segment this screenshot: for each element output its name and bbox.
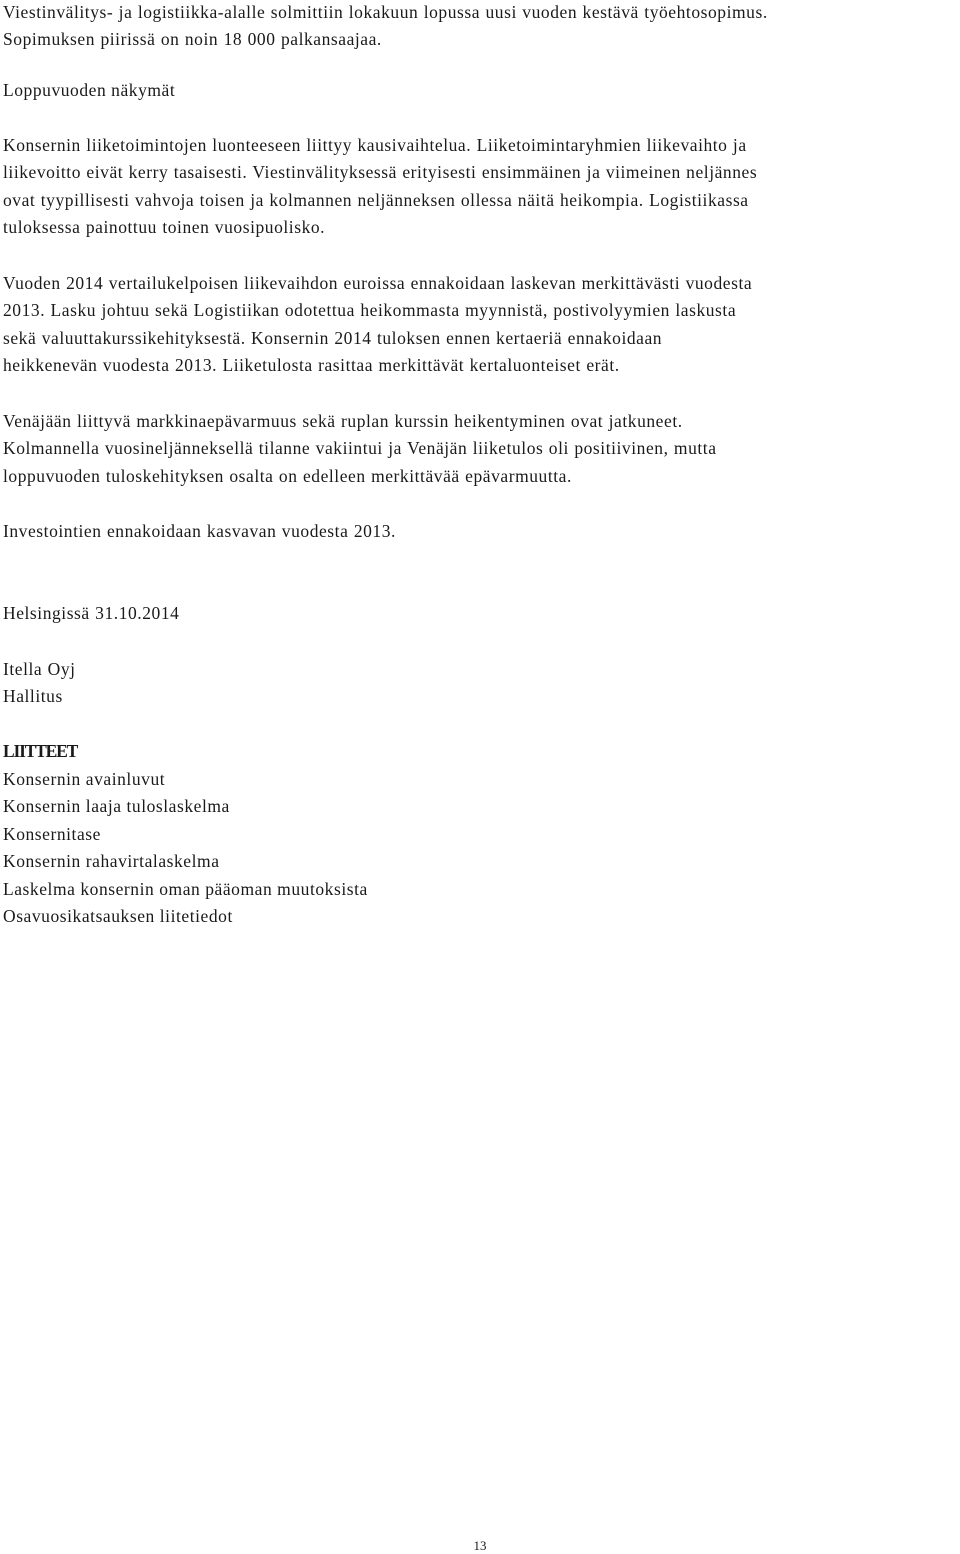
attachments-list (3, 766, 368, 930)
paragraph-line: Vuoden 2014 vertailukelpoisen liikevaihdon euroissa ennakoidaan laskevan merkittävästi vuodesta (3, 273, 753, 293)
attachments-heading: LIITTEET (3, 741, 78, 761)
outlook-paragraph-4 (3, 518, 396, 545)
list-item: Konsernin avainluvut (3, 769, 166, 789)
paragraph-line: Sopimuksen piirissä on noin 18 000 palkansaajaa. (3, 29, 382, 50)
board-name: Hallitus (3, 686, 63, 707)
list-item: Konsernin rahavirtalaskelma (3, 851, 220, 872)
outlook-paragraph-1 (3, 132, 757, 242)
paragraph-line: ovat tyypillisesti vahvoja toisen ja kolmannen neljänneksen ollessa näitä heikompia. Logistiikassa (3, 189, 749, 210)
paragraph-line: Konsernin liiketoimintojen luonteeseen liittyy kausivaihtelua. Liiketoimintaryhmien liikevaihto ja (3, 135, 747, 155)
paragraph-line: loppuvuoden tuloskehityksen osalta on edelleen merkittävää epävarmuutta. (3, 465, 572, 486)
list-item: Laskelma konsernin oman pääoman muutoksista (3, 878, 368, 899)
list-item: Konsernitase (3, 823, 101, 844)
outlook-paragraph-2 (3, 270, 752, 380)
outlook-heading: Loppuvuoden näkymät (3, 80, 176, 100)
paragraph-line: heikkenevän vuodesta 2013. Liiketulosta rasittaa merkittävät kertaluonteiset erät. (3, 355, 620, 376)
list-item: Konsernin laaja tuloslaskelma (3, 796, 230, 817)
intro-paragraph (3, 0, 768, 54)
signature-block (3, 656, 76, 711)
page-number: 13 (473, 1538, 487, 1553)
paragraph-line: Venäjään liittyvä markkinaepävarmuus sekä ruplan kurssin heikentyminen ovat jatkuneet. (3, 411, 683, 431)
paragraph-line: 2013. Lasku johtuu sekä Logistiikan odotettua heikommasta myynnistä, postivolyymien laskusta (3, 300, 737, 321)
company-name: Itella Oyj (3, 659, 76, 679)
paragraph-line: Kolmannella vuosineljänneksellä tilanne vakiintui ja Venäjän liiketulos oli positiivinen, mutta (3, 438, 717, 459)
outlook-paragraph-3 (3, 408, 717, 490)
paragraph-line: Investointien ennakoidaan kasvavan vuodesta 2013. (3, 521, 396, 541)
paragraph-line: liikevoitto eivät kerry tasaisesti. Viestinvälityksessä erityisesti ensimmäinen ja viimeinen neljännes (3, 162, 758, 183)
paragraph-line: tuloksessa painottuu toinen vuosipuolisko. (3, 217, 326, 238)
paragraph-line: Viestinvälitys- ja logistiikka-alalle solmittiin lokakuun lopussa uusi vuoden kestävä työehtosopimus. (3, 2, 768, 22)
paragraph-line: sekä valuuttakurssikehityksestä. Konsernin 2014 tuloksen ennen kertaeriä ennakoidaan (3, 327, 663, 348)
place-date: Helsingissä 31.10.2014 (3, 603, 180, 623)
list-item: Osavuosikatsauksen liitetiedot (3, 906, 233, 927)
